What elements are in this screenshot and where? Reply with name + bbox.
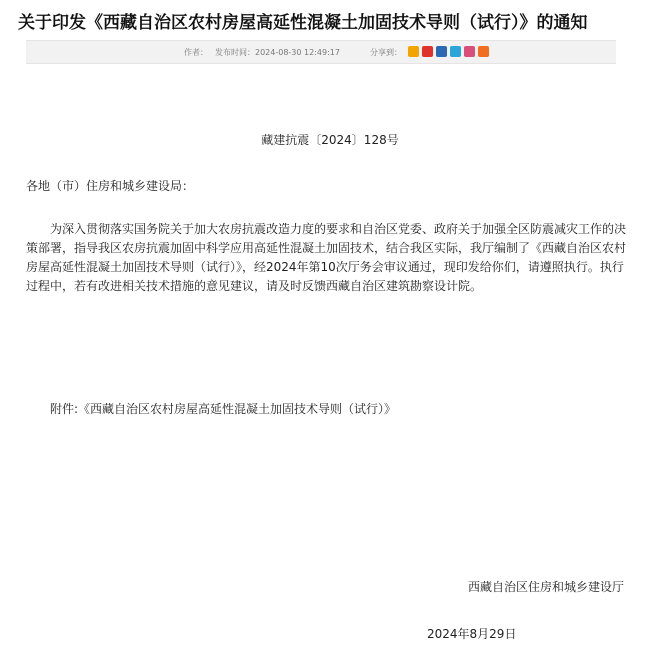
salutation: 各地（市）住房和城乡建设局：: [26, 179, 195, 193]
more-share-icon[interactable]: [478, 46, 489, 57]
tencent-weibo-icon[interactable]: [450, 46, 461, 57]
author-label: 作者：: [184, 48, 208, 57]
qzone-icon[interactable]: [408, 46, 419, 57]
douban-icon[interactable]: [464, 46, 475, 57]
renren-icon[interactable]: [436, 46, 447, 57]
document-date: 2024年8月29日: [427, 627, 517, 641]
article-title: 关于印发《西藏自治区农村房屋高延性混凝土加固技术导则（试行）》的通知: [18, 13, 588, 33]
body-paragraph: 为深入贯彻落实国务院关于加大农房抗震改造力度的要求和自治区党委、政府关于加强全区防震减灾工作的决策部署，指导我区农房抗震加固中科学应用高延性混凝土加固技术，结合我区实际，我厅编制了《西藏自治区农村房屋高延性混凝土加固技术导则（试行）》，经2024年第10次厅务会审议通过，现印发给你们，请遵照执行。执行过程中，若有改进相关技术措施的意见建议，请及时反馈西藏自治区建筑勘察设计院。: [26, 222, 627, 293]
document-number: 藏建抗震〔2024〕128号: [261, 133, 399, 147]
publish-time: 发布时间：2024-08-30 12:49:17: [215, 48, 340, 57]
share-label: 分享到：: [370, 48, 402, 57]
attachment-link[interactable]: 附件:《西藏自治区农村房屋高延性混凝土加固技术导则（试行）》: [50, 402, 397, 416]
sina-weibo-icon[interactable]: [422, 46, 433, 57]
article-meta-bar: [26, 40, 616, 64]
signature: 西藏自治区住房和城乡建设厅: [467, 580, 624, 594]
